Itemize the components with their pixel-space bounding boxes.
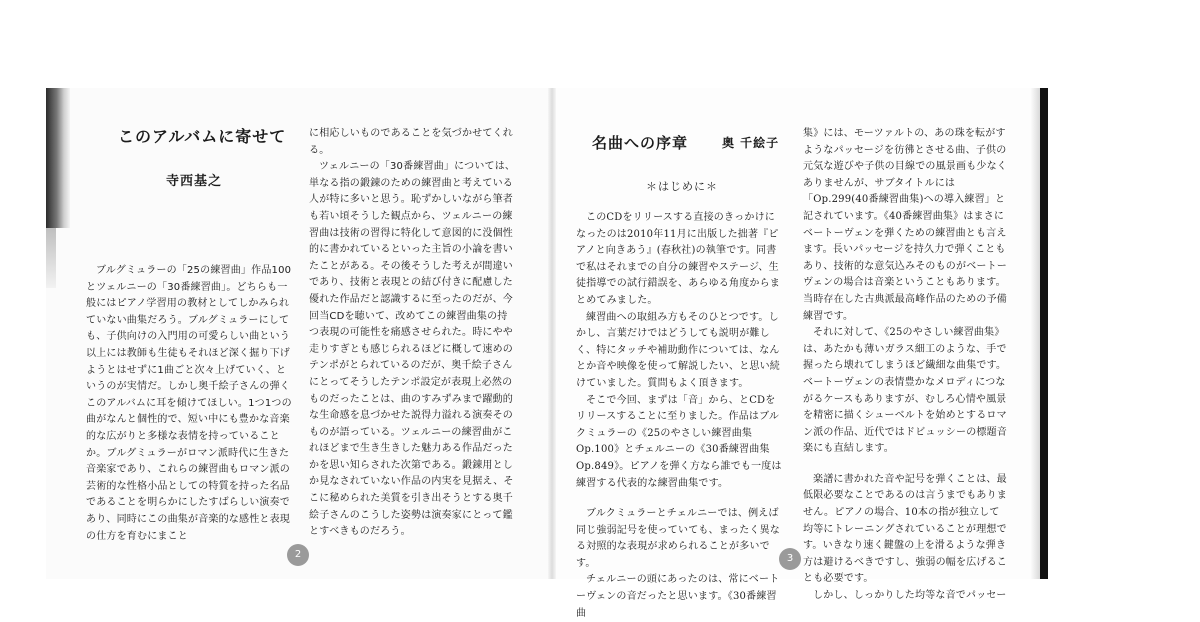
- paragraph: しかし、しっかりした均等な音でパッセー: [813, 590, 1007, 602]
- paragraph: に相応しいものであることを気づかせてくれる。: [309, 128, 513, 156]
- right-column-2: [803, 126, 1009, 605]
- paragraph: 楽譜に書かれた音や記号を弾くことは、最低限必要なことであるのは言うまでもありません。ピアノの場合、10本の指が独立して均等にトレーニングされていることが理想です。いきなり速く鍵盤の上を滑るような弾き方は避けるべきですし、強弱の幅を広げることも必要です。: [803, 473, 1007, 585]
- page-number-right: 3: [779, 548, 801, 570]
- right-page-title: 名曲への序章: [592, 134, 689, 152]
- paragraph: ツェルニーの「30番練習曲」については、単なる指の鍛錬のための練習曲と考えている人が特に多いと思う。恥ずかしいながら筆者も若い頃そうした観点から、ツェルニーの練習曲は技術の習得に特化して意図的に没個性的に書かれているといった主旨の小論を書いたことがある。その後そうした考えが間違いであり、技術と表現との結び付きに配慮した優れた作品だと認識するに至ったのだが、今回当CDを聴いて、改めてこの練習曲集の持つ表現の可能性を痛感させられた。時にやや走りすぎとも感じられるほどに概して速めのテンポがとられているのだが、奥千絵子さんにとってそうしたテンポ設定が表現上必然のものだったことは、曲のすみずみまで躍動的な生命感を息づかせた説得力溢れる演奏そのものが語っている。ツェルニーの練習曲がこれほどまで生き生きした魅力ある作品だったかを思い知らされた次第である。鍛錬用としか見なされていない作品の内実を見据え、そこに秘められた美質を引き出そうとする奥千絵子さんのこうした姿勢は演奏家にとって鑑とすべきものだろう。: [309, 161, 516, 538]
- paragraph: このCDをリリースする直接のきっかけになったのは2010年11月に出版した拙著『ピアノと向きあう』(春秋社)の執筆です。同書で私はそれまでの自分の練習やステージ、生徒指導での試行錯誤を、あらゆる角度からまとめてみました。: [576, 212, 780, 306]
- page-number-left: 2: [287, 544, 309, 566]
- paragraph: ブルクミュラーとチェルニーでは、例えば同じ強弱記号を使っていても、まったく異なる対照的な表現が求められることが多いです。: [576, 508, 780, 569]
- right-page-author: 奥 千絵子: [722, 136, 780, 150]
- paragraph: チェルニーの頭にあったのは、常にベートーヴェンの音だったと思います。《30番練習曲: [576, 574, 780, 619]
- paragraph: 練習曲への取組み方もそのひとつです。しかし、言葉だけではどうしても説明が難しく、特にタッチや補助動作については、なんとか音や映像を使って解説したい、と思い続けていました。質問もよく頂きます。: [576, 311, 780, 389]
- paragraph: それに対して、《25のやさしい練習曲集》は、あたかも薄いガラス細工のような、手で握ったら壊れてしまうほど繊細な曲集です。ベートーヴェンの表情豊かなメロディにつながるケースもありますが、むしろ心情や風景を精密に描くシューベルトを始めとするロマン派の作品、近代ではドビュッシーの標題音楽にも直結します。: [803, 327, 1007, 455]
- paragraph-gap: [576, 492, 782, 506]
- center-gutter: [548, 88, 556, 579]
- left-edge-fade: [46, 228, 56, 288]
- paragraph-gap: [803, 458, 1009, 472]
- left-edge-shadow: [46, 88, 70, 228]
- right-column-1: [576, 210, 782, 622]
- left-page-author: 寺西基之: [166, 174, 223, 189]
- left-column-1: [86, 263, 293, 545]
- paragraph: そこで今回、まずは「音」から、とCDをリリースすることに至りました。作品はブルクミュラーの《25のやさしい練習曲集Op.100》とチェルニーの《30番練習曲集Op.849》。ピアノを弾く方なら誰でも一度は練習する代表的な練習曲集です。: [576, 394, 782, 489]
- paragraph: ブルグミュラーの「25の練習曲」作品100とツェルニーの「30番練習曲」。どちらも一般にはピアノ学習用の教材としてしかみられていない曲集だろう。ブルグミュラーにしても、子供向けの入門用の可愛らしい曲という以上には教師も生徒もそれほど深く掘り下げようとはせずに1曲ごと次々上げていく、というのが実情だ。しかし奥千絵子さんの弾くこのアルバムに耳を傾けてほしい。1つ1つの曲がなんと個性的で、短い中にも豊かな音楽的な広がりと多様な表情を持っていることか。ブルグミュラーがロマン派時代に生きた音楽家であり、これらの練習曲もロマン派の芸術的な性格小品としての特質を持った名品であることを明らかにしたすばらしい演奏であり、同時にこの曲集が音楽的な感性と表現の仕方を育むにまこと: [86, 265, 292, 542]
- paragraph: 集》には、モーツァルトの、あの珠を転がすようなパッセージを彷彿とさせる曲、子供の元気な遊びや子供の目線での風景画も少なくありませんが、サブタイトルには「Op.299(40番練習曲集)への導入練習」と記されています。《40番練習曲集》はまさにベートーヴェンを弾くための練習曲とも言えます。長いパッセージを持久力で弾くこともあり、技術的な意気込みそのものがベートーヴェンの場合は音楽ということもあります。当時存在した古典派最高峰作品のための予備練習です。: [803, 128, 1007, 322]
- section-heading: ＊はじめに＊: [646, 180, 718, 193]
- right-edge-border: [1040, 88, 1048, 579]
- right-edge-shadow: [1030, 88, 1040, 579]
- left-page-title: このアルバムに寄せて: [118, 127, 287, 146]
- left-column-2: [309, 126, 516, 541]
